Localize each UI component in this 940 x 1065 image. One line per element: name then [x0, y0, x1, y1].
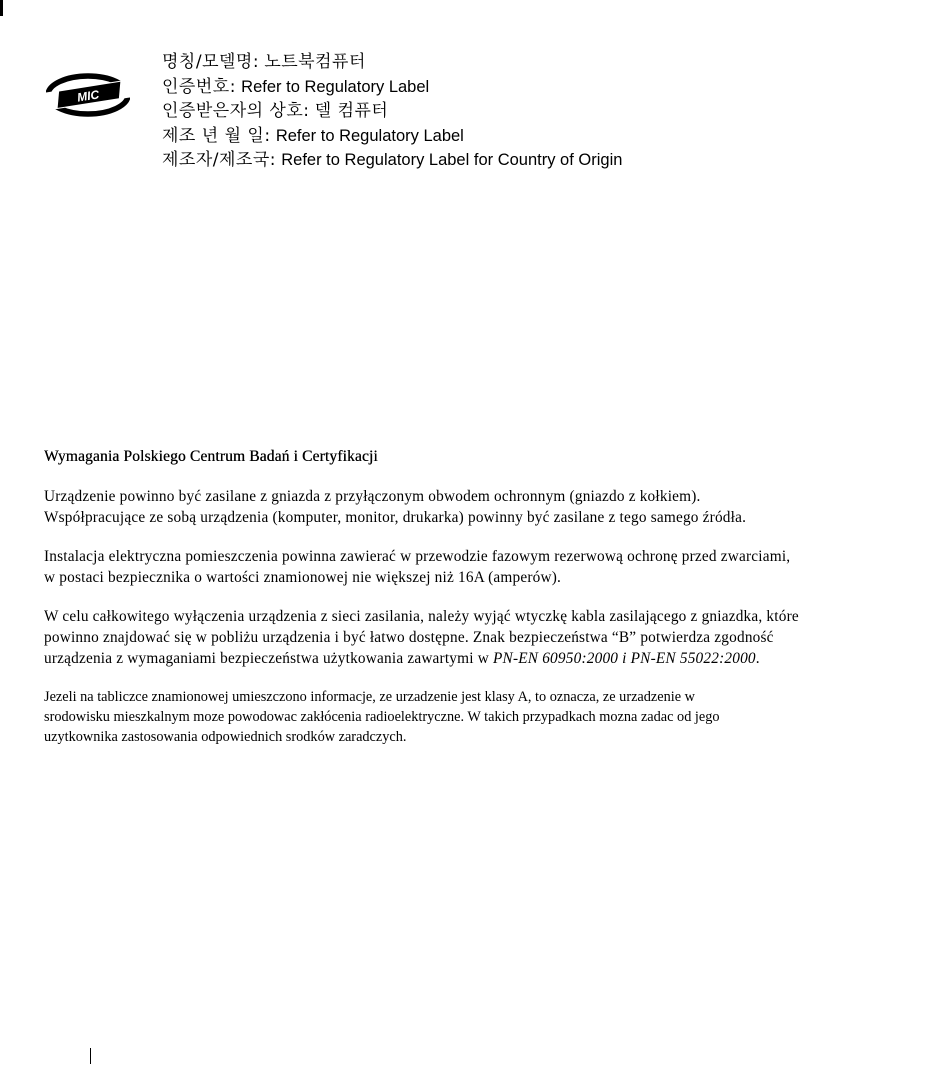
- korean-info-value: Refer to Regulatory Label: [241, 77, 430, 96]
- page-corner-mark: [0, 0, 3, 16]
- polish-certification-section: [44, 446, 904, 747]
- korean-info-model: [162, 50, 902, 75]
- paragraph-line: Jezeli na tabliczce znamionowej umieszczono informacje, ze urzadzenie jest klasy A, to oznacza, ze urzadzenie w: [44, 689, 695, 705]
- paragraph-line: [44, 648, 904, 669]
- korean-info-label: 명칭/모델명:: [162, 52, 260, 72]
- paragraph-power-supply: [44, 486, 904, 528]
- paragraph-text: .: [755, 650, 760, 667]
- mic-logo-text: MIC: [76, 87, 101, 105]
- korean-info-value: 노트북컴퓨터: [264, 52, 366, 72]
- paragraph-line: srodowisku mieszkalnym moze powodowac zakłócenia radioelektryczne. W takich przypadkach mozna zadac od jego: [44, 709, 720, 725]
- section-title: Wymagania Polskiego Centrum Badań i Certyfikacji: [44, 448, 378, 465]
- paragraph-line: Współpracujące ze sobą urządzenia (komputer, monitor, drukarka) powinny być zasilane z tego samego źródła.: [44, 509, 747, 526]
- paragraph-class-a-notice: [44, 687, 904, 747]
- paragraph-line: Urządzenie powinno być zasilane z gniazda z przyłączonym obwodem ochronnym (gniazdo z kołkiem).: [44, 488, 701, 505]
- korean-info-label: 인증번호:: [162, 76, 236, 97]
- korean-certification-info: [162, 50, 902, 173]
- paragraph-line: w postaci bezpiecznika o wartości znamionowej nie większej niż 16A (amperów).: [44, 569, 562, 586]
- korean-info-label: 제조 년 월 일:: [162, 125, 271, 146]
- paragraph-line: Instalacja elektryczna pomieszczenia powinna zawierać w przewodzie fazowym rezerwową ochronę przed zwarciami,: [44, 548, 791, 565]
- paragraph-disconnection: [44, 606, 904, 669]
- korean-info-manufacturer-country: [162, 148, 902, 173]
- paragraph-text: urządzenia z wymaganiami bezpieczeństwa użytkowania zawartymi w: [44, 650, 493, 667]
- paragraph-line: uzytkownika zastosowania odpowiednich srodków zaradczych.: [44, 729, 407, 745]
- korean-info-label: 제조자/제조국:: [162, 150, 276, 170]
- mic-certification-logo: [46, 73, 130, 117]
- korean-info-cert-number: [162, 75, 902, 100]
- paragraph-line: powinno znajdować się w pobliżu urządzenia i być łatwo dostępne. Znak bezpieczeństwa “B” potwierdza zgodność: [44, 629, 774, 646]
- standards-reference: PN-EN 60950:2000 i PN-EN 55022:2000: [493, 650, 756, 667]
- korean-info-label: 인증받은자의 상호:: [162, 101, 310, 121]
- korean-info-value: 델 컴퓨터: [314, 101, 389, 121]
- korean-info-value: Refer to Regulatory Label for Country of Origin: [281, 151, 623, 169]
- footer-page-marker: [90, 1048, 91, 1064]
- paragraph-electrical-installation: [44, 546, 904, 588]
- korean-info-company: [162, 99, 902, 124]
- korean-info-value: Refer to Regulatory Label: [275, 126, 464, 145]
- korean-info-manufacture-date: [162, 124, 902, 149]
- paragraph-line: W celu całkowitego wyłączenia urządzenia z sieci zasilania, należy wyjąć wtyczkę kabla zasilającego z gniazdka, które: [44, 608, 799, 625]
